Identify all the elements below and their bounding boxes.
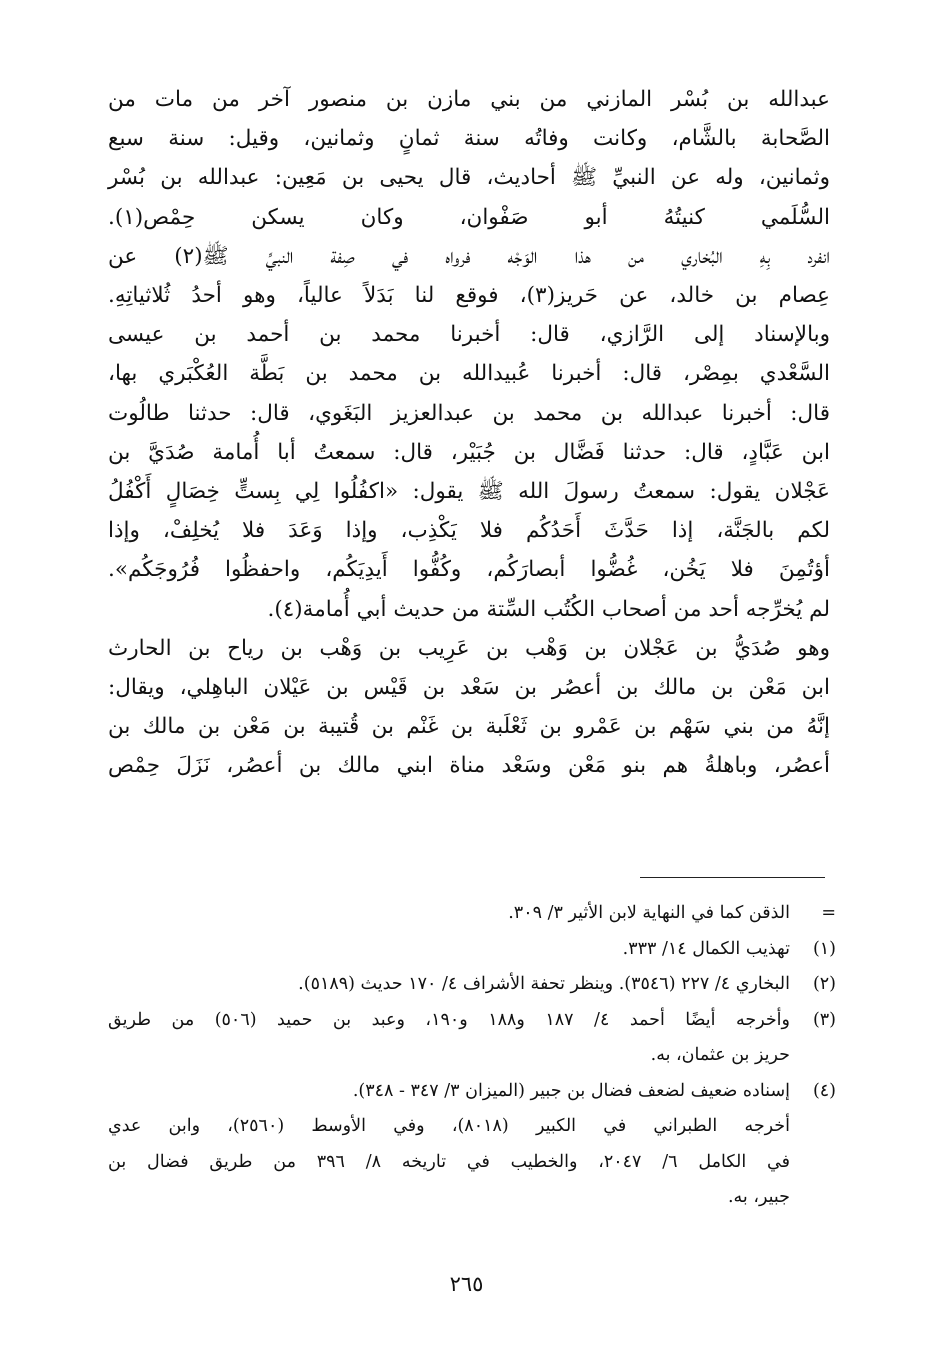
footnote-number: (٣) [812, 1009, 836, 1030]
text-line: أعصُر، وباهلةُ هم بنو مَعْن وسَعْد مناة ابني مالك بن أعصُر، نَزَلَ حِمْص [108, 753, 830, 779]
text-line: الصَّحابة بالشَّام، وكانت وفاتُه سنة ثمانٍ وثمانين، وقيل: سنة سبع [108, 126, 830, 152]
footnote-3-continued: حريز بن عثمان، به. [650, 1045, 790, 1065]
footnote-text: تهذيب الكمال ١٤/ ٣٣٣. [622, 938, 790, 959]
footnote-text: وأخرجه أيضًا أحمد ٤/ ١٨٧ و١٨٨ و١٩٠، وعبد بن حميد (٥٠٦) من طريق [108, 1009, 790, 1030]
text-line: انفرد بِهِ البُخاري من هذا الوَجْه فرواه في صِفة النبيِّ ﷺ(٢) عن [108, 243, 830, 269]
paragraph-4 [108, 590, 830, 629]
text-line: السُّلَمي كنيتُهُ أبو صَفْوان، وكان يسكن حِمْص(١). [108, 204, 830, 230]
paragraph-2 [108, 237, 830, 315]
text-line: لم يُخرِّجه أحد من أصحاب الكُتُب السِّتة من حديث أبي أُمامة(٤). [267, 596, 830, 622]
page-number: ٢٦٥ [449, 1272, 484, 1296]
text-line: السَّعْدي بمِصْر، قال: أخبرنا عُبيدالله بن محمد بن بَطَّة العُكْبَري بها، [108, 361, 830, 387]
text-line: أؤتُمِنَ فلا يَخُن، غُضُّوا أبصارَكُم، وكُفُّوا أَيدِيَكُم، واحفظُوا فُرُوجَكُم». [108, 557, 830, 583]
footnote-3 [108, 1003, 836, 1039]
text-line: وبالإسناد إلى الرَّازي، قال: أخبرنا محمد بن أحمد بن عيسى [108, 322, 830, 348]
text-line: عِصام بن خالد، عن حَريز(٣)، فوقع لنا بَدَلاً عالياً، وهو أحدُ ثُلاثياتِهِ. [108, 283, 831, 309]
footnote-2 [108, 967, 836, 1003]
footnote-number: (٢) [812, 974, 836, 994]
footnote-divider [640, 877, 825, 878]
footnote-4 [108, 1074, 836, 1110]
text-line: وهو صُدَيُّ بن عَجْلان بن وَهْب بن عَرِيب بن وَهْب بن رياح بن الحارث [108, 635, 830, 661]
footnote-4-line-2: أخرجه الطبراني في الكبير (٨٠١٨)، وفي الأوسط (٢٥٦٠)، وابن عدي [108, 1116, 790, 1136]
footnote-number: (١) [812, 938, 836, 959]
footnote-carry [108, 896, 836, 932]
footnote-text: الذقن كما في النهاية لابن الأثير ٣/ ٣٠٩. [508, 903, 790, 923]
main-text [108, 80, 830, 786]
paragraph-5 [108, 629, 830, 786]
paragraph-1 [108, 80, 830, 237]
footnote-4-line-3: في الكامل ٦/ ٢٠٤٧، والخطيب في تاريخه ٨/ ٣٩٦ من طريق فضال بن [108, 1151, 790, 1172]
text-line: عَجْلان يقول: سمعتُ رسولَ الله ﷺ يقول: «اكفُلُوا لِي بِستٍّ خِصَالٍ أَكْفُلُ [108, 479, 830, 505]
footnotes [108, 896, 836, 1216]
footnote-4-line-4: جبير، به. [727, 1187, 790, 1207]
text-line: عبدالله بن بُسْر المازني من بني مازن بن منصور آخر من مات من [108, 87, 830, 112]
text-line: إنَّهُ من بني سَهْم بن عَمْرو بن ثَعْلَبة بن غَنْم بن قُتيبة بن مَعْن بن مالك بن [108, 714, 830, 740]
footnote-1 [108, 932, 836, 968]
text-line: وثمانين، وله عن النبيِّ ﷺ أحاديث، قال يحيى بن مَعِين: عبدالله بن بُسْر [108, 165, 830, 191]
text-line: ابن عَبَّادٍ، قال: حدثنا فَضَّال بن جُبَيْر، قال: سمعتُ أبا أُمامة صُدَيَّ بن [108, 439, 830, 465]
text-line: لكم بالجَنَّة، إذا حَدَّثَ أَحَدُكُم فلا يَكْذِب، وإذا وَعَدَ فلا يُخلِفْ، وإذا [108, 518, 830, 544]
footnote-number: (٤) [812, 1080, 836, 1101]
footnote-marker: = [821, 903, 836, 923]
text-line: ابن مَعْن بن مالك بن أعصُر بن سَعْد بن قَيْس بن عَيْلان الباهِلي، ويقال: [108, 675, 830, 701]
paragraph-3 [108, 315, 830, 589]
footnote-text: إسناده ضعيف لضعف فضال بن جبير (الميزان ٣/ ٣٤٧ - ٣٤٨). [352, 1080, 790, 1101]
footnote-text: البخاري ٤/ ٢٢٧ (٣٥٤٦). وينظر تحفة الأشراف ٤/ ١٧٠ حديث (٥١٨٩). [298, 974, 790, 994]
text-line: قال: أخبرنا عبدالله بن محمد بن عبدالعزيز البَغَوي، قال: حدثنا طالُوت [108, 400, 830, 426]
